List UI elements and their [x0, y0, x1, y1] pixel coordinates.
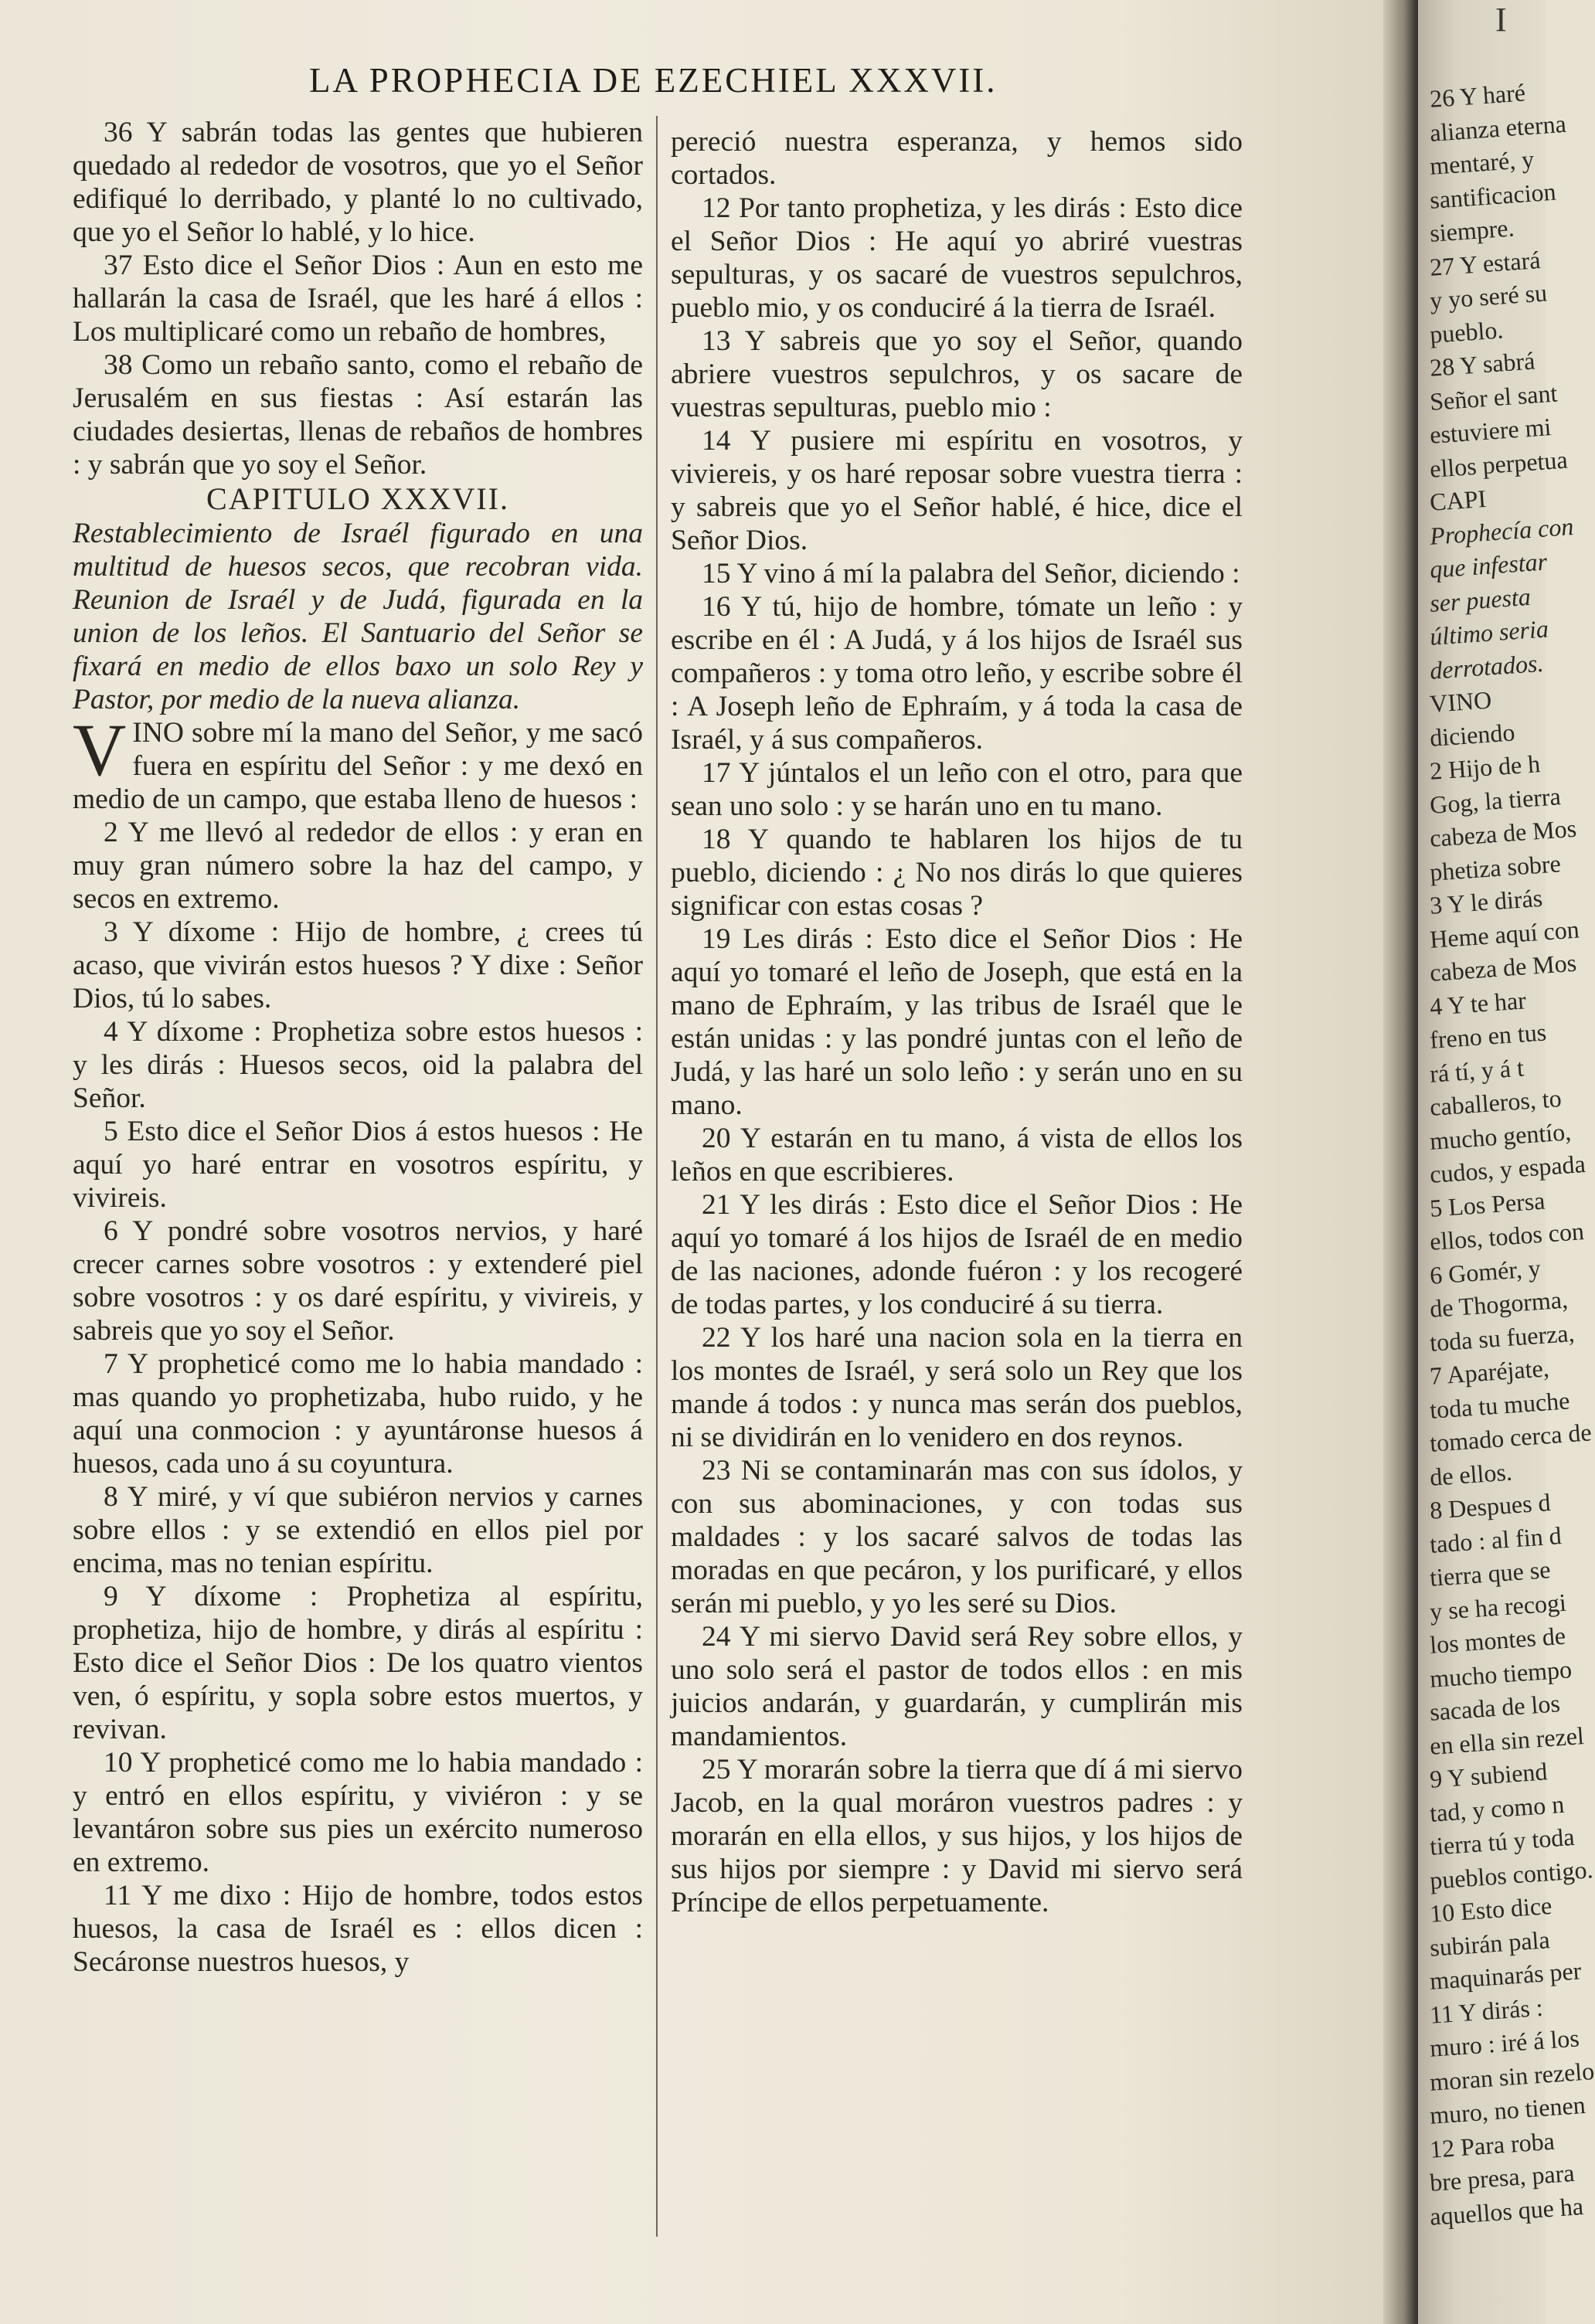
- next-page-fragment: 28 Y sabrá: [1429, 346, 1536, 382]
- verse: 16 Y tú, hijo de hombre, tómate un leño : y escribe en él : A Judá, y á los hijos de Israél sus compañeros : y toma otro leño, y escribe sobre él : A Joseph leño de Ephraím, y á toda la casa de Israél, y á sus compañeros.: [671, 591, 1243, 756]
- verses-before-chapter: [73, 116, 643, 481]
- next-page-corner-mark: I: [1495, 1, 1507, 39]
- next-page-fragment: siempre.: [1429, 213, 1515, 247]
- next-page-fragment: santificacion: [1429, 177, 1557, 214]
- verse: 8 Y miré, y ví que subiéron nervios y carnes sobre ellos : y se extendió en ellos piel por encima, mas no tenian espíritu.: [73, 1481, 643, 1579]
- next-page-edge: [1418, 0, 1595, 2324]
- next-page-fragment: estuviere mi: [1429, 413, 1552, 449]
- next-page-fragment: 27 Y estará: [1429, 245, 1542, 281]
- verse: 38 Como un rebaño santo, como el rebaño de Jerusalém en sus fiestas : Así estarán las ciudades desiertas, llenas de rebaños de hombres : y sabrán que yo soy el Señor.: [73, 349, 643, 481]
- chapter-opening: [73, 708, 643, 816]
- next-page-fragment: los montes de: [1429, 1621, 1567, 1659]
- next-page-fragment: sacada de los: [1429, 1689, 1561, 1726]
- verse: 22 Y los haré una nacion sola en la tierra en los montes de Israél, y será solo un Rey que los mande á todos : y nunca mas serán dos pueblos, ni se dividirán en lo venidero en dos reynos.: [671, 1322, 1243, 1453]
- next-page-fragment: en ella sin rezel: [1429, 1721, 1585, 1760]
- next-page-fragment: ser puesta: [1429, 582, 1532, 617]
- next-page-fragment: que infestar: [1429, 547, 1549, 583]
- running-head: LA PROPHECIA DE EZECHIEL XXXVII.: [309, 61, 998, 100]
- next-page-fragment: último seria: [1429, 614, 1549, 651]
- verse: 23 Ni se contaminarán mas con sus ídolos, y con sus abominaciones, y con todas sus maldades : y los sacaré salvos de todas las moradas en que pecáron, y los purificaré, y ellos serán mi pueblo, y yo les seré su Dios.: [671, 1455, 1243, 1619]
- next-page-fragment: 26 Y haré: [1429, 78, 1527, 113]
- verse: 12 Por tanto prophetiza, y les dirás : Esto dice el Señor Dios : He aquí yo abriré vuestras sepulturas, y os sacaré de vuestros sepulchros, pueblo mio, y os conduciré á la tierra de Israél.: [671, 192, 1243, 324]
- next-page-fragment: 3 Y le dirás: [1429, 883, 1544, 919]
- drop-cap-initial: V: [73, 708, 127, 791]
- next-page-fragment: freno en tus: [1429, 1018, 1548, 1054]
- verse: 7 Y propheticé como me lo habia mandado : mas quando yo prophetizaba, hubo ruido, y he aquí una conmocion : y ayuntáronse huesos á huesos, cada uno á su coyuntura.: [73, 1348, 643, 1480]
- chapter-summary: Restablecimiento de Israél figurado en una multitud de huesos secos, que recobran vida. Reunion de Israél y de Judá, figurada en la union de los leños. El Santuario del Señor se fixará en medio de ellos baxo un solo Rey y Pastor, por medio de la nueva alianza.: [73, 518, 643, 715]
- next-page-fragment: 10 Esto dice: [1429, 1891, 1553, 1928]
- next-page-fragment: 11 Y dirás :: [1429, 1993, 1544, 2029]
- next-page-fragment: 6 Gomér, y: [1429, 1253, 1542, 1289]
- verse: 15 Y vino á mí la palabra del Señor, diciendo :: [702, 558, 1240, 589]
- next-page-fragment: toda su fuerza,: [1429, 1318, 1576, 1357]
- next-page-fragment: muro, no tienen: [1429, 2090, 1586, 2129]
- opening-text: INO sobre mí la mano del Señor, y me sacó fuera en espíritu del Señor : y me dexó en medio de un campo, que estaba lleno de huesos :: [73, 717, 643, 815]
- next-page-fragment: Heme aquí con: [1429, 914, 1580, 953]
- next-page-fragment: bre presa, para: [1429, 2158, 1576, 2197]
- next-page-fragment: Señor el sant: [1429, 378, 1559, 416]
- next-page-fragment: 9 Y subiend: [1429, 1757, 1549, 1793]
- next-page-fragment: tomado cerca de: [1429, 1418, 1593, 1457]
- next-page-fragment: 4 Y te har: [1429, 985, 1527, 1021]
- next-page-fragment: tado : al fin d: [1429, 1520, 1563, 1558]
- next-page-fragment: derrotados.: [1429, 648, 1545, 685]
- next-page-fragment: pueblo.: [1429, 314, 1505, 348]
- next-page-fragment: diciendo: [1429, 717, 1516, 752]
- next-page-fragment: aquellos que ha: [1429, 2191, 1585, 2231]
- verse: 3 Y díxome : Hijo de hombre, ¿ crees tú acaso, que vivirán estos huesos ? Y dixe : Señor Dios, tú lo sabes.: [73, 916, 643, 1014]
- verse: 18 Y quando te hablaren los hijos de tu pueblo, diciendo : ¿ No nos dirás lo que quieres significar con estas cosas ?: [671, 824, 1243, 922]
- next-page-fragment: 12 Para roba: [1429, 2126, 1556, 2163]
- next-page-fragment: moran sin rezelo: [1429, 2056, 1595, 2096]
- next-page-fragment: mucho gentío,: [1429, 1116, 1573, 1155]
- next-page-fragment: de Thogorma,: [1429, 1285, 1569, 1323]
- verse: 20 Y estarán en tu mano, á vista de ellos los leños en que escribieres.: [671, 1123, 1243, 1187]
- next-page-fragment: cabeza de Mos: [1429, 948, 1578, 987]
- next-page-fragment: de ellos.: [1429, 1457, 1513, 1491]
- next-page-fragment: mentaré, y: [1429, 144, 1535, 180]
- verse: 14 Y pusiere mi espíritu en vosotros, y viviereis, y os haré reposar sobre vuestra tierra : y sabreis que yo el Señor hablé, é hice, dice el Señor Dios.: [671, 425, 1243, 556]
- next-page-fragment: ellos, todos con: [1429, 1217, 1586, 1255]
- next-page-fragment: rá tí, y á t: [1429, 1053, 1525, 1088]
- next-page-fragment: mucho tiempo: [1429, 1654, 1573, 1693]
- verse: 9 Y díxome : Prophetiza al espíritu, prophetiza, hijo de hombre, y dirás al espíritu : Esto dice el Señor Dios : De los quatro vientos ven, ó espíritu, y sopla sobre estos muertos, y revivan.: [73, 1581, 643, 1745]
- column-divider: [656, 116, 658, 2237]
- next-page-fragment: alianza eterna: [1429, 109, 1567, 147]
- verse: 10 Y propheticé como me lo habia mandado : y entró en ellos espíritu, y viviéron : y se levantáron sobre sus pies un exército numeroso en extremo.: [73, 1747, 643, 1878]
- next-page-fragment: subirán pala: [1429, 1925, 1551, 1962]
- next-page-fragment: ellos perpetua: [1429, 445, 1569, 483]
- next-page-fragment: cabeza de Mos: [1429, 814, 1578, 852]
- next-page-fragment: phetiza sobre: [1429, 848, 1562, 886]
- next-page-fragment: Gog, la tierra: [1429, 781, 1562, 819]
- next-page-fragment: VINO: [1429, 685, 1493, 718]
- next-page-fragment: caballeros, to: [1429, 1084, 1563, 1121]
- next-page-fragment: tierra que se: [1429, 1555, 1552, 1592]
- next-page-fragment: y se ha recogi: [1429, 1588, 1567, 1626]
- verse: 24 Y mi siervo David será Rey sobre ellos, y uno solo será el pastor de todos ellos : en mis juicios andarán, y guardarán, y cumplirán mis mandamientos.: [671, 1621, 1243, 1752]
- verse: 19 Les dirás : Esto dice el Señor Dios : He aquí yo tomaré el leño de Joseph, que está en la mano de Ephraím, y las tribus de Israél que le están unidas : y las pondré juntas con el leño de Judá, y las haré un solo leño : y serán uno en su mano.: [671, 923, 1243, 1121]
- next-page-fragment: tad, y como n: [1429, 1789, 1566, 1827]
- next-page-fragment: Prophecía con: [1429, 511, 1575, 550]
- verse: 21 Y les dirás : Esto dice el Señor Dios : He aquí yo tomaré á los hijos de Israél de en medio de las naciones, adonde fuéron : y los recogeré de todas partes, y los conduciré á su tierra.: [671, 1189, 1243, 1320]
- verse: 4 Y díxome : Prophetiza sobre estos huesos : y les dirás : Huesos secos, oid la palabra del Señor.: [73, 1016, 643, 1114]
- verse: 11 Y me dixo : Hijo de hombre, todos estos huesos, la casa de Israél es : ellos dicen : Secáronse nuestros huesos, y: [73, 1880, 643, 1978]
- next-page-fragment: cudos, y espada: [1429, 1149, 1586, 1188]
- next-page-fragment: maquinarás per: [1429, 1956, 1583, 1995]
- next-page-fragment: muro : iré á los: [1429, 2023, 1580, 2062]
- verse: 17 Y júntalos el un leño con el otro, para que sean uno solo : y se harán uno en tu mano.: [671, 757, 1243, 822]
- next-page-fragment: pueblos contigo.: [1429, 1854, 1594, 1894]
- next-page-fragment: 7 Aparéjate,: [1429, 1354, 1550, 1390]
- verse: 6 Y pondré sobre vosotros nervios, y haré crecer carnes sobre vosotros : y extenderé piel sobre vosotros : y os daré espíritu, y vivireis, y sabreis que yo soy el Señor.: [73, 1215, 643, 1347]
- next-page-fragment: 8 Despues d: [1429, 1488, 1552, 1524]
- verse: 37 Esto dice el Señor Dios : Aun en esto me hallarán la casa de Israél, que les haré á ellos : Los multiplicaré como un rebaño de hombres,: [73, 250, 643, 348]
- verses-after-chapter: [73, 816, 643, 1979]
- chapter-title: CAPITULO XXXVII.: [206, 481, 509, 516]
- next-page-fragment: CAPI: [1429, 484, 1488, 516]
- verse: 25 Y morarán sobre la tierra que dí á mi siervo Jacob, en la qual moráron vuestros padres : y morarán en ella ellos, y sus hijos, y los hijos de sus hijos por siempre : y David mi siervo será Príncipe de ellos perpetuamente.: [671, 1754, 1243, 1918]
- verse-continuation: pereció nuestra esperanza, y hemos sido cortados.: [671, 126, 1243, 191]
- next-page-fragment: 2 Hijo de h: [1429, 749, 1542, 785]
- left-column: [73, 116, 643, 1979]
- next-page-fragment: 5 Los Persa: [1429, 1186, 1546, 1222]
- next-page-fragment: tierra tú y toda: [1429, 1822, 1576, 1860]
- verse: 5 Esto dice el Señor Dios á estos huesos : He aquí yo haré entrar en vosotros espíritu, y vivireis.: [73, 1116, 643, 1214]
- verse: 13 Y sabreis que yo soy el Señor, quando abriere vuestros sepulchros, y os sacare de vuestras sepulturas, pueblo mio :: [671, 325, 1243, 423]
- right-column: [671, 125, 1243, 1919]
- verse: 36 Y sabrán todas las gentes que hubieren quedado al rededor de vosotros, que yo el Señor edifiqué lo derribado, y planté lo no cultivado, que yo el Señor lo hablé, y lo hice.: [73, 117, 643, 248]
- verse: 2 Y me llevó al rededor de ellos : y eran en muy gran número sobre la haz del campo, y secos en extremo.: [73, 817, 643, 915]
- next-page-fragment: y yo seré su: [1429, 278, 1549, 314]
- next-page-fragment: toda tu muche: [1429, 1385, 1571, 1424]
